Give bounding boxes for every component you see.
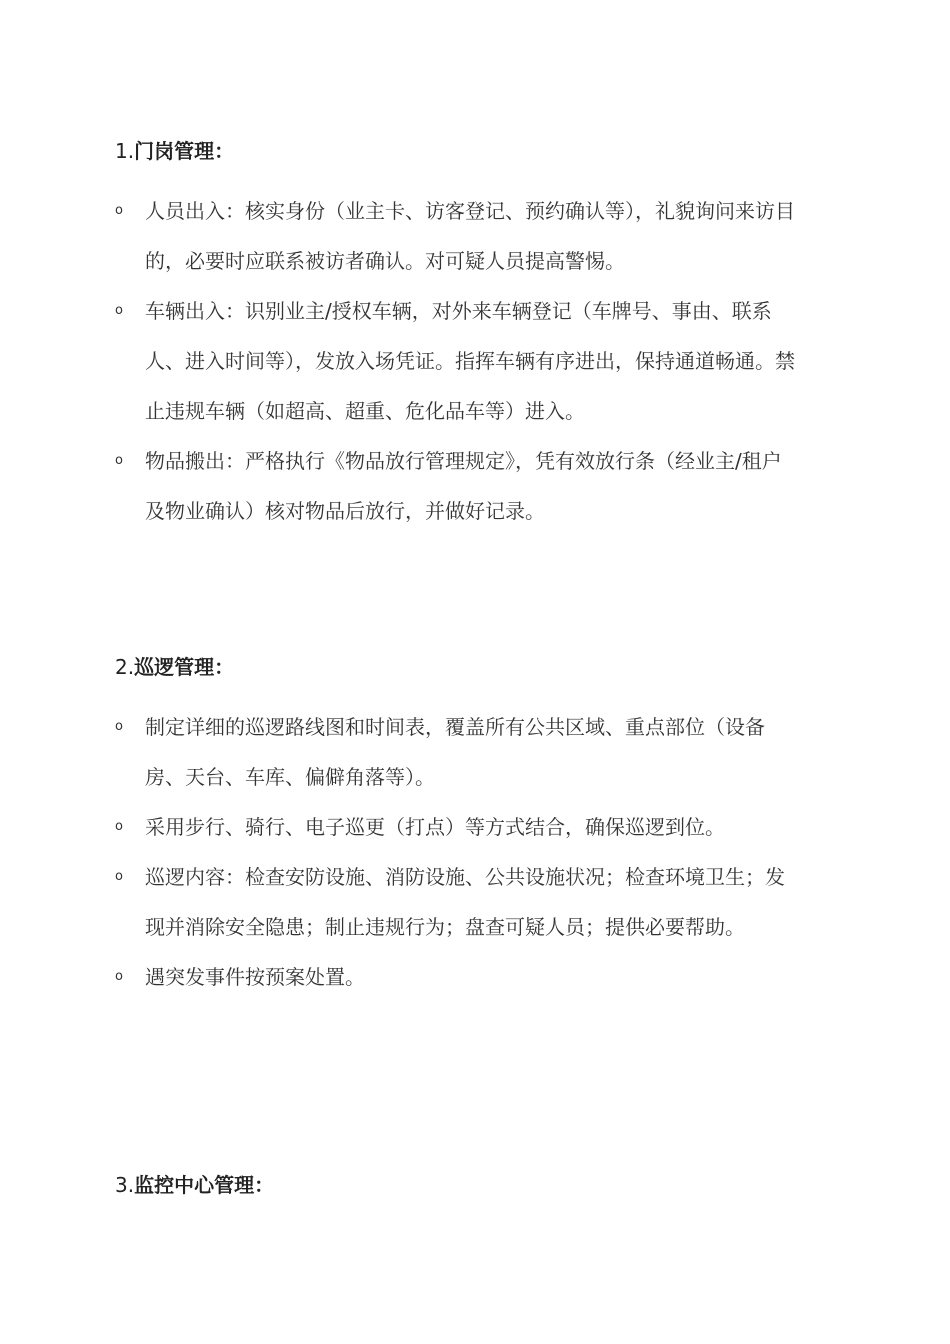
section-heading bbox=[115, 1170, 805, 1200]
bullet-icon: o bbox=[115, 203, 123, 218]
bullet-list bbox=[115, 702, 805, 1002]
list-item-text: 采用步行、骑行、电子巡更（打点）等方式结合，确保巡逻到位。 bbox=[145, 815, 725, 839]
list-item-text: 物品搬出：严格执行《物品放行管理规定》，凭有效放行条（经业主/租户及物业确认）核对物品后放行，并做好记录。 bbox=[145, 449, 782, 523]
bullet-list bbox=[115, 186, 805, 536]
list-item-text: 遇突发事件按预案处置。 bbox=[145, 965, 365, 989]
section-number: 1. bbox=[115, 139, 135, 163]
list-item-text: 制定详细的巡逻路线图和时间表，覆盖所有公共区域、重点部位（设备房、天台、车库、偏僻角落等）。 bbox=[145, 715, 765, 789]
bullet-icon: o bbox=[115, 969, 123, 984]
list-item bbox=[115, 852, 795, 952]
list-item bbox=[115, 186, 795, 286]
list-item bbox=[115, 802, 795, 852]
bullet-icon: o bbox=[115, 869, 123, 884]
section-patrol-management bbox=[115, 652, 805, 1002]
bullet-icon: o bbox=[115, 303, 123, 318]
list-item-text: 车辆出入：识别业主/授权车辆，对外来车辆登记（车牌号、事由、联系人、进入时间等），发放入场凭证。指挥车辆有序进出，保持通道畅通。禁止违规车辆（如超高、超重、危化品车等）进入。 bbox=[145, 299, 795, 423]
list-item bbox=[115, 286, 795, 436]
bullet-icon: o bbox=[115, 453, 123, 468]
section-gate-management bbox=[115, 136, 805, 536]
bullet-icon: o bbox=[115, 719, 123, 734]
bullet-icon: o bbox=[115, 819, 123, 834]
section-number: 2. bbox=[115, 655, 135, 679]
section-heading bbox=[115, 652, 805, 682]
section-title: 巡逻管理： bbox=[134, 655, 235, 679]
section-monitoring-center-management bbox=[115, 1170, 805, 1200]
section-title: 监控中心管理： bbox=[134, 1173, 275, 1197]
list-item bbox=[115, 702, 795, 802]
list-item bbox=[115, 952, 795, 1002]
list-item-text: 人员出入：核实身份（业主卡、访客登记、预约确认等），礼貌询问来访目的，必要时应联系被访者确认。对可疑人员提高警惕。 bbox=[145, 199, 795, 273]
section-number: 3. bbox=[115, 1173, 135, 1197]
list-item bbox=[115, 436, 795, 536]
section-heading bbox=[115, 136, 805, 166]
list-item-text: 巡逻内容：检查安防设施、消防设施、公共设施状况；检查环境卫生；发现并消除安全隐患；制止违规行为；盘查可疑人员；提供必要帮助。 bbox=[145, 865, 785, 939]
section-title: 门岗管理： bbox=[134, 139, 235, 163]
